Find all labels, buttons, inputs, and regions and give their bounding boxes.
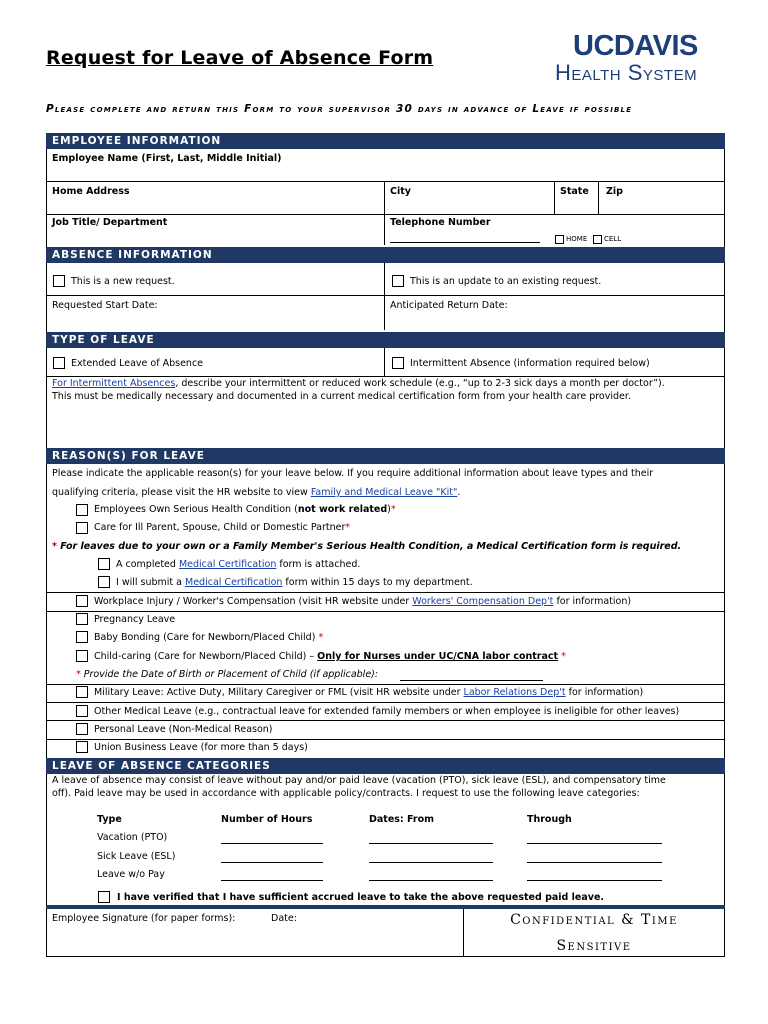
own-health-bold: not work related bbox=[297, 504, 388, 515]
job-title-label: Job Title/ Department bbox=[52, 217, 168, 228]
col-from: Dates: From bbox=[369, 814, 435, 825]
categories-intro-2: off). Paid leave may be used in accordance with applicable policy/contracts. I request to use the following leave categories: bbox=[52, 788, 640, 799]
section-reasons: REASON(S) FOR LEAVE bbox=[46, 448, 725, 464]
required-star: * bbox=[52, 541, 57, 552]
required-star: * bbox=[345, 522, 351, 533]
intermittent-label: Intermittent Absence (information required below) bbox=[410, 358, 650, 369]
pregnancy-checkbox[interactable] bbox=[76, 613, 88, 625]
cert-link[interactable]: Medical Certification bbox=[178, 559, 277, 570]
rule bbox=[46, 181, 725, 182]
frame-bottom bbox=[46, 956, 725, 957]
cert-link[interactable]: Medical Certification bbox=[185, 577, 283, 588]
section-type-of-leave: TYPE OF LEAVE bbox=[46, 332, 725, 348]
own-health-label bbox=[94, 504, 396, 515]
personal-checkbox[interactable] bbox=[76, 723, 88, 735]
home-address-label: Home Address bbox=[52, 186, 130, 197]
pregnancy-label: Pregnancy Leave bbox=[94, 614, 176, 625]
cert-required-note bbox=[52, 541, 681, 552]
col-type: Type bbox=[97, 814, 122, 825]
cert-attached-post: form is attached. bbox=[276, 559, 361, 570]
rule bbox=[554, 181, 555, 214]
vacation-hours-field[interactable] bbox=[221, 843, 323, 844]
care-ill-text: Care for Ill Parent, Spouse, Child or Domestic Partner bbox=[94, 522, 346, 533]
reasons-intro-2-end: . bbox=[457, 487, 461, 498]
verify-label: I have verified that I have sufficient accrued leave to take the above requested paid leave. bbox=[117, 892, 605, 903]
form-title: Request for Leave of Absence Form bbox=[46, 47, 434, 69]
rule bbox=[46, 684, 725, 685]
cert-submit-label bbox=[116, 577, 473, 588]
signature-label: Employee Signature (for paper forms): bbox=[52, 913, 236, 924]
labor-relations-link[interactable]: Labor Relations Dep't bbox=[463, 687, 566, 698]
home-phone-checkbox[interactable] bbox=[555, 235, 564, 244]
cert-attached-label bbox=[116, 559, 360, 570]
dob-note-text: Provide the Date of Birth or Placement of Child (if applicable): bbox=[80, 669, 379, 680]
confidential-line1: Confidential & Time bbox=[510, 912, 678, 928]
workplace-pre: Workplace Injury / Worker's Compensation (visit HR website under bbox=[94, 596, 413, 607]
rule bbox=[46, 592, 725, 593]
rule bbox=[598, 181, 599, 214]
other-medical-label: Other Medical Leave (e.g., contractual leave for extended family members or when employee is ineligible for other leaves) bbox=[94, 706, 680, 717]
extended-leave-checkbox[interactable] bbox=[53, 357, 65, 369]
date-label: Date: bbox=[271, 913, 297, 924]
cert-submit-pre: I will submit a bbox=[116, 577, 186, 588]
military-checkbox[interactable] bbox=[76, 686, 88, 698]
sick-through-field[interactable] bbox=[527, 862, 662, 863]
intermittent-link[interactable]: For Intermittent Absences bbox=[52, 378, 176, 389]
rule bbox=[463, 909, 464, 957]
vacation-from-field[interactable] bbox=[369, 843, 493, 844]
vacation-through-field[interactable] bbox=[527, 843, 662, 844]
baby-bonding-text: Baby Bonding (Care for Newborn/Placed Child) bbox=[94, 632, 319, 643]
care-ill-label bbox=[94, 522, 350, 533]
telephone-label: Telephone Number bbox=[390, 217, 491, 228]
other-medical-checkbox[interactable] bbox=[76, 705, 88, 717]
section-employee-info: EMPLOYEE INFORMATION bbox=[46, 133, 725, 149]
row-leave-wo-pay: Leave w/o Pay bbox=[97, 869, 165, 880]
required-star: * bbox=[76, 669, 81, 680]
rule bbox=[46, 739, 725, 740]
intermittent-note-text: , describe your intermittent or reduced work schedule (e.g., “up to 2-3 sick days a month per doctor”). bbox=[175, 378, 665, 389]
workplace-injury-checkbox[interactable] bbox=[76, 595, 88, 607]
military-label bbox=[94, 687, 643, 698]
start-date-label: Requested Start Date: bbox=[52, 300, 158, 311]
categories-intro-1: A leave of absence may consist of leave without pay and/or paid leave (vacation (PTO), sick leave (ESL), and compensatory time bbox=[52, 775, 666, 786]
required-star: * bbox=[318, 632, 324, 643]
update-request-checkbox[interactable] bbox=[392, 275, 404, 287]
rule bbox=[46, 611, 725, 612]
dob-note bbox=[76, 669, 378, 680]
rule bbox=[384, 263, 385, 330]
workplace-post: for information) bbox=[553, 596, 632, 607]
section-categories: LEAVE OF ABSENCE CATEGORIES bbox=[46, 758, 725, 774]
return-date-label: Anticipated Return Date: bbox=[390, 300, 508, 311]
child-caring-label bbox=[94, 651, 566, 662]
home-label: HOME bbox=[566, 235, 588, 243]
wop-from-field[interactable] bbox=[369, 880, 493, 881]
rule bbox=[46, 214, 725, 215]
col-hours: Number of Hours bbox=[221, 814, 313, 825]
footer-bar bbox=[46, 905, 725, 909]
cell-label: CELL bbox=[604, 235, 622, 243]
logo-ucdavis: UCDAVIS bbox=[573, 30, 698, 62]
cert-attached-pre: A completed bbox=[116, 559, 179, 570]
baby-bonding-checkbox[interactable] bbox=[76, 631, 88, 643]
employee-name-label: Employee Name (First, Last, Middle Initial) bbox=[52, 153, 282, 164]
cell-phone-checkbox[interactable] bbox=[593, 235, 602, 244]
rule bbox=[384, 181, 385, 245]
sick-hours-field[interactable] bbox=[221, 862, 323, 863]
child-caring-bold: Only for Nurses under UC/CNA labor contract bbox=[317, 651, 559, 662]
military-pre: Military Leave: Active Duty, Military Caregiver or FML (visit HR website under bbox=[94, 687, 464, 698]
new-request-label: This is a new request. bbox=[71, 276, 175, 287]
wop-hours-field[interactable] bbox=[221, 880, 323, 881]
intermittent-note-line2: This must be medically necessary and documented in a current medical certification form from your health care provider. bbox=[52, 391, 631, 402]
child-caring-checkbox[interactable] bbox=[76, 650, 88, 662]
workers-comp-link[interactable]: Workers' Compensation Dep't bbox=[412, 596, 554, 607]
reasons-intro-2-text: qualifying criteria, please visit the HR website to view bbox=[52, 487, 311, 498]
rule bbox=[46, 720, 725, 721]
fml-kit-link[interactable]: Family and Medical Leave "Kit" bbox=[310, 487, 458, 498]
intermittent-checkbox[interactable] bbox=[392, 357, 404, 369]
city-label: City bbox=[390, 186, 411, 197]
military-post: for information) bbox=[565, 687, 644, 698]
telephone-field[interactable] bbox=[390, 242, 540, 243]
reasons-intro-1: Please indicate the applicable reason(s) for your leave below. If you require additional information about leave types and their bbox=[52, 468, 654, 479]
union-checkbox[interactable] bbox=[76, 741, 88, 753]
col-through: Through bbox=[527, 814, 572, 825]
own-health-text: Employees Own Serious Health Condition ( bbox=[94, 504, 298, 515]
logo-health-system: Health System bbox=[555, 60, 698, 85]
personal-label: Personal Leave (Non-Medical Reason) bbox=[94, 724, 273, 735]
cert-submit-post: form within 15 days to my department. bbox=[282, 577, 473, 588]
new-request-checkbox[interactable] bbox=[53, 275, 65, 287]
rule bbox=[46, 702, 725, 703]
child-caring-text: Child-caring (Care for Newborn/Placed Child) – bbox=[94, 651, 318, 662]
form-instruction: Please complete and return this Form to your supervisor 30 days in advance of Leave if possible bbox=[46, 103, 633, 115]
row-vacation: Vacation (PTO) bbox=[97, 832, 168, 843]
union-label: Union Business Leave (for more than 5 days) bbox=[94, 742, 308, 753]
cert-attached-checkbox[interactable] bbox=[98, 558, 110, 570]
workplace-injury-label bbox=[94, 596, 631, 607]
state-label: State bbox=[560, 186, 589, 197]
cert-submit-checkbox[interactable] bbox=[98, 576, 110, 588]
reasons-intro-2 bbox=[52, 487, 460, 498]
sick-from-field[interactable] bbox=[369, 862, 493, 863]
rule bbox=[384, 348, 385, 376]
zip-label: Zip bbox=[606, 186, 623, 197]
verify-checkbox[interactable] bbox=[98, 891, 110, 903]
rule bbox=[46, 295, 725, 296]
wop-through-field[interactable] bbox=[527, 880, 662, 881]
own-health-checkbox[interactable] bbox=[76, 504, 88, 516]
dob-field[interactable] bbox=[400, 680, 543, 681]
confidential-line2: Sensitive bbox=[556, 938, 632, 954]
rule bbox=[46, 376, 725, 377]
cert-note-text: For leaves due to your own or a Family Member's Serious Health Condition, a Medical Certification form is required. bbox=[56, 541, 682, 552]
update-request-label: This is an update to an existing request. bbox=[410, 276, 602, 287]
required-star: * bbox=[561, 651, 566, 662]
baby-bonding-label bbox=[94, 632, 323, 643]
required-star: * bbox=[390, 504, 396, 515]
care-ill-checkbox[interactable] bbox=[76, 522, 88, 534]
row-sick: Sick Leave (ESL) bbox=[97, 851, 176, 862]
extended-leave-label: Extended Leave of Absence bbox=[71, 358, 204, 369]
intermittent-note bbox=[52, 378, 665, 389]
section-absence-info: ABSENCE INFORMATION bbox=[46, 247, 725, 263]
own-health-end: ) bbox=[387, 504, 391, 515]
